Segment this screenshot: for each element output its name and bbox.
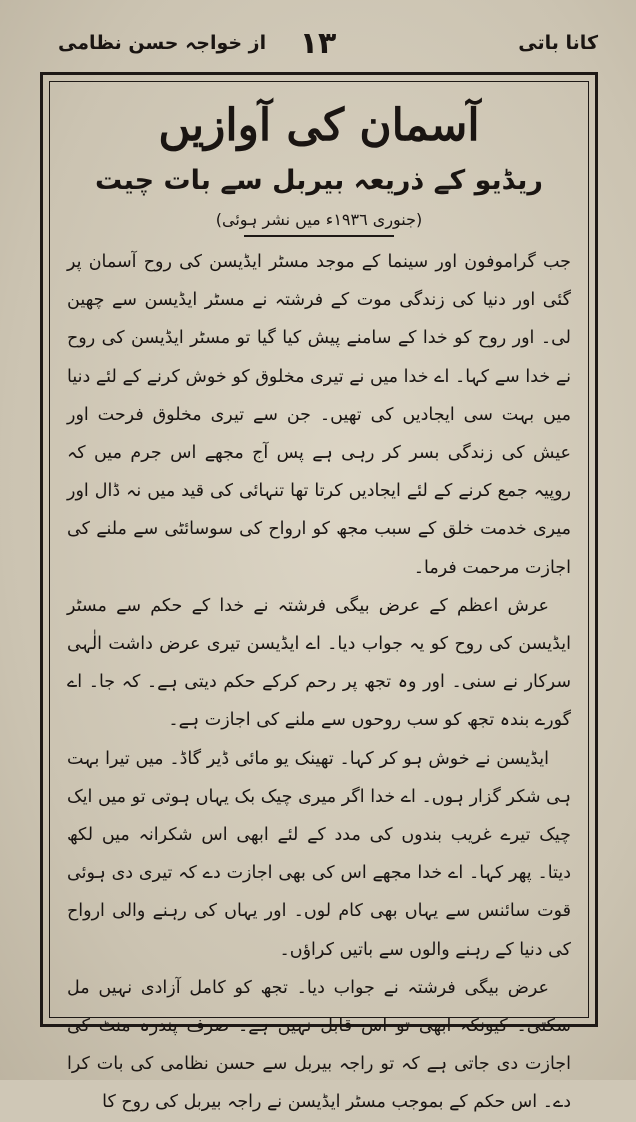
paragraph: عرش اعظم کے عرض بیگی فرشتہ نے خدا کے حکم سے مسٹر ایڈیسن کی روح کو یہ جواب دیا۔ اے ایڈیسن تیری عرض داشت الٰہی سرکار نے سنی۔ اور وہ تجھ پر رحم کرکے حکم دیتی ہے۔ کہ جا۔ اے گورے بندہ تجھ کو سب روحوں سے ملنے کی اجازت ہے۔ xyxy=(67,595,571,731)
book-title-header: کانا باتی xyxy=(518,32,598,54)
paragraph: جب گراموفون اور سینما کے موجد مسٹر ایڈیسن کی روح آسمان پر گئی اور دنیا کی زندگی موت کے فرشتہ نے مسٹر ایڈیسن سے چھین لی۔ اور روح کو خدا کے سامنے پیش کیا گیا تو مسٹر ایڈیسن کی روح نے خدا سے کہا۔ اے خدا میں نے تیری مخلوق کو خوش کرنے کے لئے دنیا میں بہت سی ایجادیں کی تھیں۔ جن سے تیری مخلوق فرحت اور عیش کی زندگی بسر کر رہی ہے پس آج مجھے اس جرم میں کہ روپیہ جمع کرنے کے لئے ایجادیں کرتا تھا تنہائی کی قید میں نہ ڈال اور میری خدمت خلق کے سبب مجھ کو ارواح کی سوسائٹی سے ملنے کی اجازت مرحمت فرما۔ xyxy=(67,252,571,578)
author-header: از خواجہ حسن نظامی xyxy=(58,32,267,54)
article-title: آسمان کی آوازیں xyxy=(158,100,480,151)
paragraph: ایڈیسن نے خوش ہو کر کہا۔ تھینک یو مائی ڈیر گاڈ۔ میں تیرا بہت ہی شکر گزار ہوں۔ اے خدا اگر میری چیک بک یہاں ہوتی تو میں ایک چیک تیرے غریب بندوں کی مدد کے لئے ابھی اس شکرانہ میں لکھ دیتا۔ پھر کہا۔ اے خدا مجھے اس کی بھی اجازت دے کہ تیری دی ہوئی قوت سائنس سے یہاں بھی کام لوں۔ اور یہاں کی رہنے والی ارواح کی دنیا کے رہنے والوں سے باتیں کراؤں۔ xyxy=(67,748,571,960)
title-divider xyxy=(244,235,394,237)
article xyxy=(61,97,577,1122)
article-body xyxy=(61,243,577,1122)
paragraph: عرض بیگی فرشتہ نے جواب دیا۔ تجھ کو کامل آزادی نہیں مل سکتی۔ کیونکہ ابھی تو اس قابل نہیں ہے۔ صرف پندرہ منٹ کی اجازت دی جاتی ہے کہ تو راجہ بیربل سے حسن نظامی کی بات کرا دے۔ اس حکم کے بموجب مسٹر ایڈیسن نے راجہ بیربل کی روح کا xyxy=(67,977,571,1113)
page-number: ١٣ xyxy=(299,26,337,61)
broadcast-note: (جنوری ١٩٣٦ء میں نشر ہوئی) xyxy=(215,210,423,229)
article-subtitle: ریڈیو کے ذریعہ بیربل سے بات چیت xyxy=(95,165,543,196)
running-header xyxy=(0,26,636,74)
page-border-outer xyxy=(40,72,598,1113)
